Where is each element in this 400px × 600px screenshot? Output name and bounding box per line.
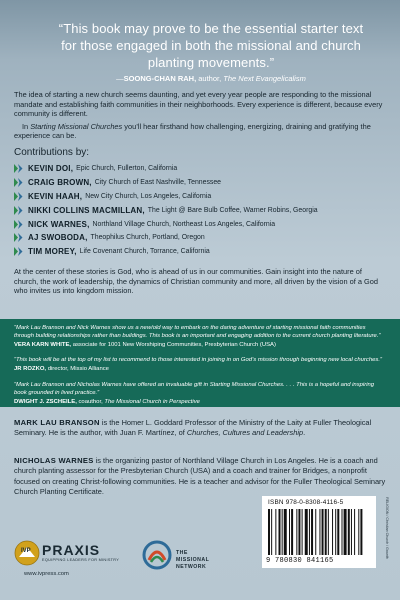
contributor-name: KEVIN DOI, [28,164,74,174]
barcode-bar [291,509,293,555]
barcode-bar [335,509,336,555]
bio-author-name: NICHOLAS WARNES [14,456,94,465]
contributor-name: KEVIN HAAH, [28,191,83,201]
endorsement-quote: “This book will be at the top of my list to recommend to those interested in joining in on God’s mission through beginning new local churches.” [14,357,382,363]
network-line-1: THE [176,550,188,556]
attribution-book: The Next Evangelicalism [223,74,306,83]
barcode-bar [354,509,355,555]
top-quote-text: “This book may prove to be the essential starter text for those engaged in both the missional and church planting movements.” [58,21,364,70]
barcode-bar [332,509,333,555]
barcode-bar [342,509,343,555]
intro-p2-prefix: In [22,121,31,131]
bio-author-name: MARK LAU BRANSON [14,418,100,427]
barcode-bar [344,509,347,555]
barcode-bar [289,509,290,555]
network-line-3: NETWORK [176,563,207,570]
barcode-bar [319,509,320,555]
barcode-bar [298,509,300,555]
contributor-name: NIKKI COLLINS MACMILLAN, [28,205,145,215]
barcode-bar [325,509,327,555]
praxis-wordmark: PRAXIS [42,542,101,558]
top-quote [52,20,370,83]
barcode-bar [275,509,276,555]
endorsement-3 [14,382,386,406]
barcode-bar [302,509,303,555]
barcode-bar [337,509,339,555]
endorser-name: VERA KARN WHITE, [14,341,72,348]
isbn-barcode [262,496,376,568]
intro-p2-suffix: you’ll hear firsthand how challenging, energizing, draining and gratifying the experience can be. [14,121,371,141]
attribution-name: SOONG-CHAN RAH, [123,74,197,83]
endorser-name: DWIGHT J. ZSCHEILE, [14,398,77,405]
endorsement-2 [14,357,386,373]
barcode-bar [282,509,283,555]
contributor-name: CRAIG BROWN, [28,178,92,188]
missional-network-text [176,550,209,570]
contributor-detail: New City Church, Los Angeles, California [85,192,212,200]
contributor-detail: Epic Church, Fullerton, California [76,165,178,173]
endorsement-quote: “Mark Lau Branson and Nick Warnes show us a new/old way to embark on the daring adventure of starting missional faith communities through building relationships rather than buildings. This book is an important and engaging addition to the current church planting literature.” [14,325,381,339]
ivp-prefix: IVP [21,548,31,554]
missional-network-emblem-icon [142,540,172,570]
chevron-bullet-icon [14,206,25,215]
endorser-role: coauthor, [76,398,105,405]
bio-book: Churches, Cultures and Leadership [186,428,304,438]
barcode-bar [279,509,281,555]
author-bio-1 [14,418,386,439]
intro-paragraph-1: The idea of starting a new church seems daunting, and yet every year people are responding to the missional mandate and establishing faith communities in their neighborhoods. Every experience is different, because every community is different. [14,90,383,119]
category-text: RELIGION / Christian Church / Growth [384,497,389,559]
endorser-role: associate for 1001 New Worshiping Communities, Presbyterian Church (USA) [71,341,276,348]
contributors-title: Contributions by: [14,147,90,158]
chevron-bullet-icon [14,247,25,256]
bio-text: is the Homer L. Goddard Professor of the Ministry of the Laity at Fuller Theological Seminary. He is the author, with Juan F. Martínez, of [14,418,372,438]
contributors-list [14,162,394,259]
barcode-bar [296,509,297,555]
endorser-role: director, Missio Alliance [46,365,109,372]
contributor-item [14,217,394,231]
contributor-detail: Theophilus Church, Portland, Oregon [90,234,205,242]
publisher-url: www.ivpress.com [24,571,69,577]
endorsement-quote: “Mark Lau Branson and Nicholas Warnes have offered an invaluable gift in Starting Missional Churches. . . . This is a hopeful and inspiring book grounded in lived practice.” [14,382,375,396]
endorsement-1 [14,325,386,349]
contributor-item [14,190,394,204]
closing-text [14,267,386,296]
isbn-label: ISBN 978-0-8308-4116-5 [268,499,344,506]
chevron-bullet-icon [14,220,25,229]
bio-end: . [303,428,306,438]
contributor-detail: City Church of East Nashville, Tennessee [94,179,221,187]
contributor-name: AJ SWOBODA, [28,233,88,243]
attribution-role: author, [196,74,224,83]
contributor-item [14,176,394,190]
contributor-detail: The Light @ Bare Bulb Coffee, Warner Robins, Georgia [147,206,318,214]
bio-text: is the organizing pastor of Northland Village Church in Los Angeles. He is a coach and church planting assessor for the Presbyterian Church (USA) and a coach and trainer for Bridges, a nonprofit focused on creating Christ-following communities. He is a teacher and advisor for the Fuller Theological Seminary Church Planting Certificate. [14,456,386,497]
contributor-item [14,162,394,176]
endorser [14,398,386,406]
chevron-bullet-icon [14,192,25,201]
endorser [14,341,386,349]
barcode-bar [348,509,350,555]
contributor-item [14,203,394,217]
chevron-bullet-icon [14,178,25,187]
barcode-bar [315,509,316,555]
barcode-bar [268,509,270,555]
intro-paragraph-2 [14,122,386,141]
contributor-item [14,231,394,245]
barcode-bar [328,509,329,555]
barcode-bar [351,509,352,555]
barcode-bar [309,509,310,555]
contributor-item [14,245,394,259]
missional-network-logo [142,540,252,580]
chevron-bullet-icon [14,233,25,242]
barcode-bar [305,509,308,555]
endorser [14,365,386,373]
chevron-bullet-icon [14,164,25,173]
barcode-bar [284,509,287,555]
barcode-bars [268,509,370,557]
category-side-text [378,496,388,568]
contributor-detail: Northland Village Church, Northeast Los Angeles, California [92,220,276,228]
intro-p2-title: Starting Missional Churches [30,121,123,131]
author-bio-2 [14,456,386,498]
endorser-book: The Missional Church in Perspective [104,398,200,405]
praxis-tagline: EQUIPPING LEADERS FOR MINISTRY [42,558,120,562]
ivp-praxis-logo [14,540,124,584]
barcode-bar [271,509,272,555]
intro-text [14,90,386,144]
contributor-name: TIM MOREY, [28,247,77,257]
contributor-detail: Life Covenant Church, Torrance, California [79,248,210,256]
barcode-bar [311,509,313,555]
barcode-bar [358,509,359,555]
barcode-bar [360,509,362,555]
endorser-name: JR ROZKO, [14,365,47,372]
barcode-bar [322,509,324,555]
contributor-name: NICK WARNES, [28,219,90,229]
top-quote-attribution [52,74,370,83]
network-line-2: MISSIONAL [176,556,210,563]
attribution-dash: — [116,74,124,83]
barcode-number: 9 780830 841165 [266,557,334,565]
closing-paragraph: At the center of these stories is God, who is ahead of us in our communities. Gain insight into the nature of church, the work of leadership, the dynamics of Christian community and more, all driven by the vision of a God who invites us into kingdom mission. [14,267,378,296]
